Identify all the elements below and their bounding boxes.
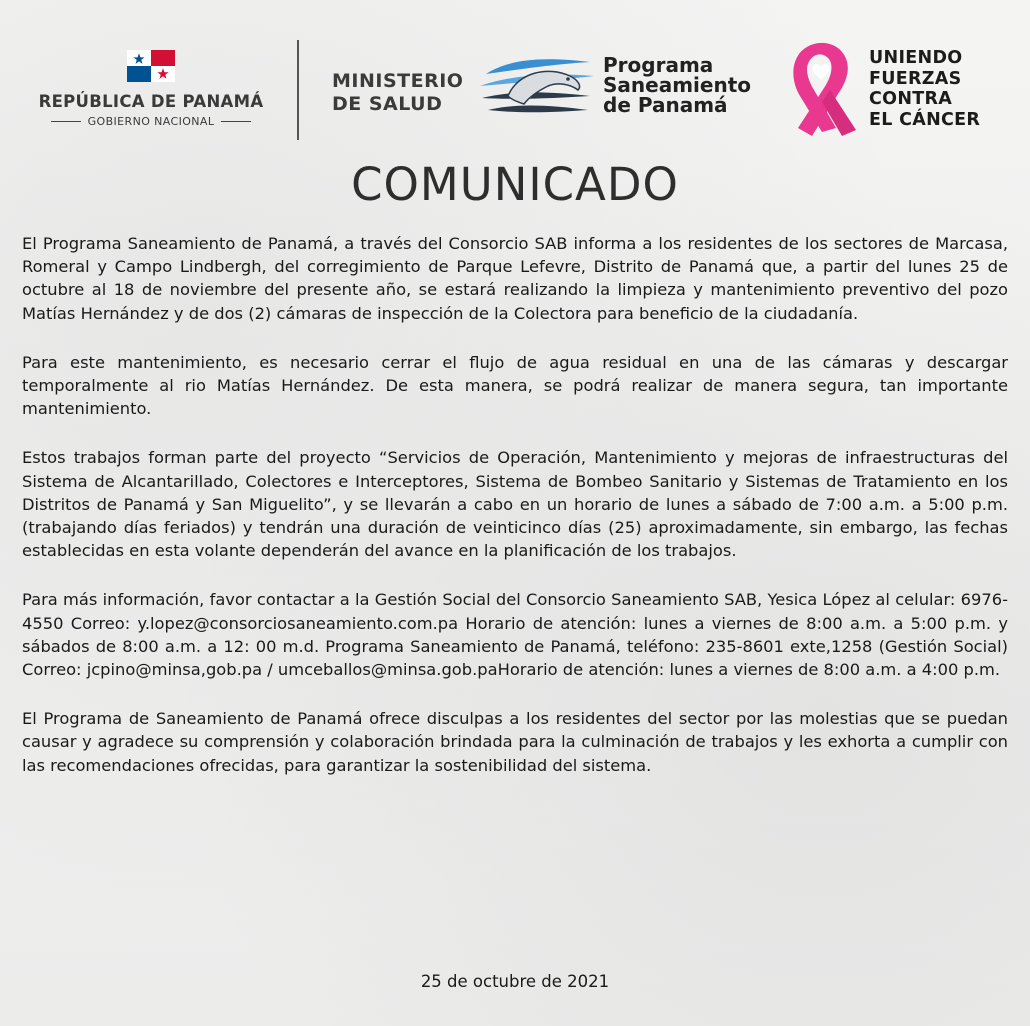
header-divider xyxy=(297,40,299,140)
program-name xyxy=(603,55,751,115)
campaign-text xyxy=(869,48,980,130)
page-title: COMUNICADO xyxy=(351,158,679,211)
ministry-name xyxy=(332,70,463,116)
left-dash xyxy=(51,121,81,122)
paragraph-1: El Programa Saneamiento de Panamá, a través del Consorcio SAB informa a los residentes de los sectores de Marcasa, Romeral y Campo Lindbergh, del corregimiento de Parque Lefevre, Distrito de Panamá que, a partir del lunes 25 de octubre al 18 de noviembre del presente año, se estará realizando la limpieza y mantenimiento preventivo del pozo Matías Hernández y de dos (2) cámaras de inspección de la Colectora para beneficio de la ciudadanía. xyxy=(22,234,1008,323)
program-line-1: Programa xyxy=(603,53,714,77)
header xyxy=(0,0,1030,160)
dolphin-logo-icon xyxy=(478,52,596,124)
campaign-line-4: EL CÁNCER xyxy=(869,109,981,130)
campaign-line-3: CONTRA xyxy=(869,89,953,109)
campaign-line-1: UNIENDO xyxy=(869,48,963,68)
communique-body xyxy=(22,232,1008,803)
paragraph-2: Para este mantenimiento, es necesario cerrar el flujo de agua residual en una de las cámaras y descargar temporalmente al rio Matías Hernández. De esta manera, se podrá realizar de manera segura, tan importante mantenimiento. xyxy=(22,352,1008,419)
program-line-3: de Panamá xyxy=(603,93,728,117)
program-line-2: Saneamiento xyxy=(603,73,751,97)
government-name: REPÚBLICA DE PANAMÁ xyxy=(38,92,264,111)
pink-ribbon-icon xyxy=(778,36,866,146)
government-subtitle-text: GOBIERNO NACIONAL xyxy=(87,115,215,128)
government-subtitle xyxy=(28,115,274,128)
panama-flag-icon xyxy=(126,50,176,82)
paragraph-3: Estos trabajos forman parte del proyecto “Servicios de Operación, Mantenimiento y mejoras de infraestructuras del Sistema de Alcantarillado, Colectores e Interceptores, Sistema de Bombeo Sanitario y Sistemas de Tratamiento en los Distritos de Panamá y San Miguelito”, y se llevarán a cabo en un horario de lunes a sábado de 7:00 a.m. a 5:00 p.m. (trabajando días feriados) y tendrán una duración de veinticinco días (25) aproximadamente, sin embargo, las fechas establecidas en esta volante dependerán del avance en la planificación de los trabajos. xyxy=(22,448,1008,561)
campaign-line-2: FUERZAS xyxy=(869,68,962,89)
publication-date: 25 de octubre de 2021 xyxy=(420,972,610,991)
ministry-line-2: DE SALUD xyxy=(332,93,443,115)
paragraph-5: El Programa de Saneamiento de Panamá ofrece disculpas a los residentes del sector por las molestias que se puedan causar y agradece su comprensión y colaboración brindada para la culminación de trabajos y les exhorta a cumplir con las recomendaciones ofrecidas, para garantizar la sostenibilidad del sistema. xyxy=(22,709,1008,775)
government-block xyxy=(28,50,274,128)
right-dash xyxy=(221,121,251,122)
paragraph-4: Para más información, favor contactar a la Gestión Social del Consorcio Saneamiento SAB, Yesica López al celular: 6976-4550 Correo: y.lopez@consorciosaneamiento.com.pa Horario de atención: lunes a viernes de 8:00 a.m. a 5:00 p.m. y sábados de 8:00 a.m. a 12: 00 m.d. Programa Saneamiento de Panamá, teléfono: 235-8601 exte,1258 (Gestión Social) Correo: jcpino@minsa,gob.pa / umceballos@minsa.gob.paHorario de atención: lunes a viernes de 8:00 a.m. a 4:00 p.m. xyxy=(22,590,1008,680)
ministry-line-1: MINISTERIO xyxy=(332,70,464,92)
